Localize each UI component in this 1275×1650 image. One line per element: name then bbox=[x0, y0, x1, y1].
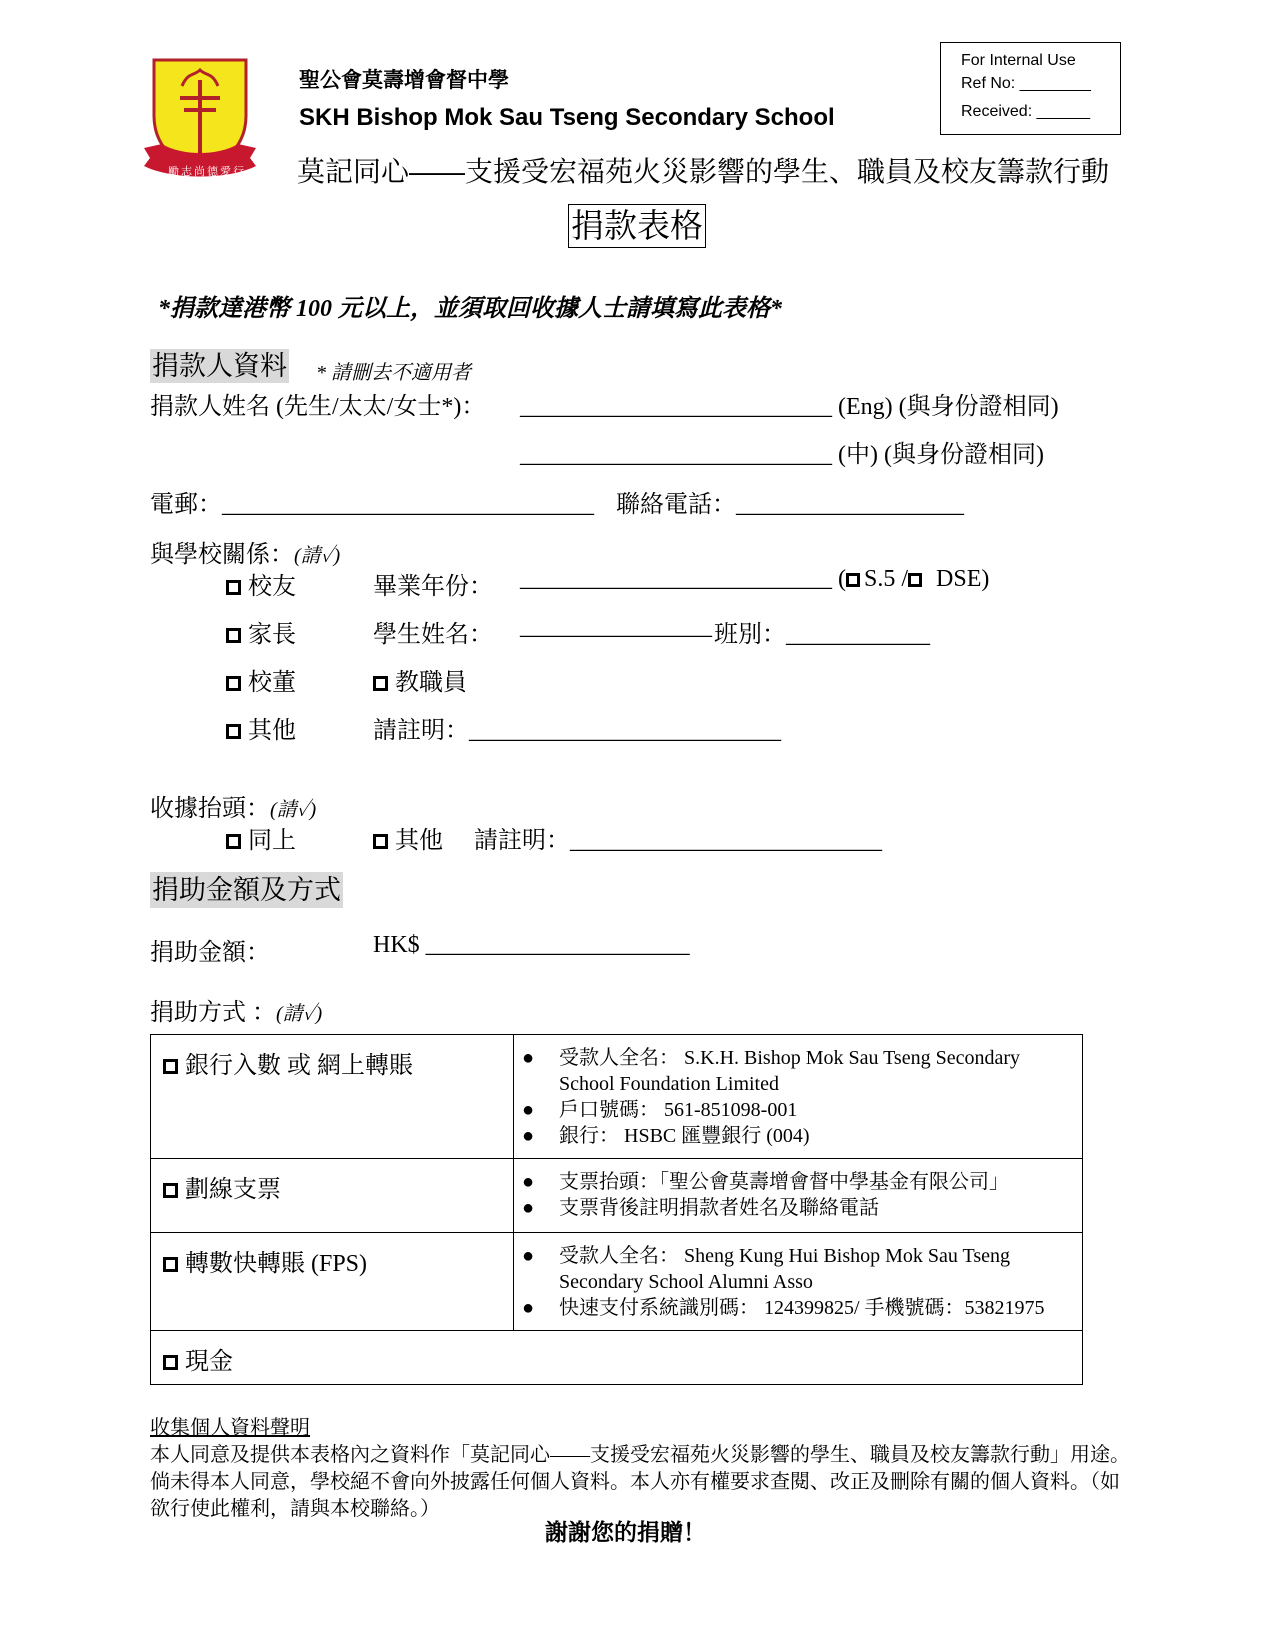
relation-tick-note: (請✓) bbox=[294, 545, 341, 567]
class-field[interactable]: 班別：____________ bbox=[714, 622, 930, 648]
staff-checkbox[interactable] bbox=[373, 676, 388, 691]
grad-year-field[interactable] bbox=[520, 566, 989, 593]
payment-method-row bbox=[151, 1233, 1083, 1331]
donor-name-eng-field[interactable]: __________________________ (Eng) (與身份證相同) bbox=[520, 394, 1059, 420]
declaration-title: 收集個人資料聲明 bbox=[150, 1417, 310, 1439]
alumni-label: 校友 bbox=[248, 574, 296, 600]
cheque-note-item: ● 支票背後註明捐款者姓名及聯絡電話 bbox=[522, 1197, 879, 1219]
parent-option[interactable] bbox=[226, 614, 296, 649]
receipt-same-label: 同上 bbox=[248, 828, 296, 854]
grad-year-label: 畢業年份： bbox=[373, 574, 493, 600]
receipt-specify-field[interactable]: 請註明：__________________________ bbox=[474, 828, 882, 854]
fps-details bbox=[514, 1233, 1083, 1331]
form-title: 捐款表格 bbox=[568, 204, 706, 248]
ref-no-field[interactable]: Ref No: ________ bbox=[961, 75, 1091, 92]
cash-label: 現金 bbox=[185, 1349, 233, 1375]
receipt-same-option[interactable] bbox=[226, 820, 296, 855]
bank-transfer-checkbox[interactable] bbox=[163, 1059, 178, 1074]
receipt-same-checkbox[interactable] bbox=[226, 834, 241, 849]
method-label-text: 捐助方式 ： bbox=[150, 1000, 276, 1026]
donor-section-heading: 捐款人資料 bbox=[152, 351, 287, 381]
other-relation-option[interactable] bbox=[226, 710, 296, 745]
cash-option[interactable] bbox=[151, 1331, 1083, 1385]
school-name-zh: 聖公會莫壽增會督中學 bbox=[299, 69, 509, 92]
bank-name-text: 銀行： HSBC 匯豐銀行 (004) bbox=[559, 1125, 810, 1147]
payment-method-row bbox=[151, 1035, 1083, 1159]
cheque-payee-text: 支票抬頭：「聖公會莫壽增會督中學基金有限公司」 bbox=[559, 1171, 1009, 1193]
student-name-label: 學生姓名： bbox=[373, 622, 493, 648]
bank-name-item: ● 銀行： HSBC 匯豐銀行 (004) bbox=[522, 1125, 810, 1147]
donor-name-chi-field[interactable]: __________________________ (中) (與身份證相同) bbox=[520, 442, 1044, 468]
school-crest bbox=[142, 56, 258, 180]
amount-label: 捐助金額： bbox=[150, 940, 270, 966]
dse-label: DSE) bbox=[936, 566, 990, 592]
cheque-checkbox[interactable] bbox=[163, 1183, 178, 1198]
s5-checkbox[interactable] bbox=[846, 573, 860, 587]
receipt-other-label: 其他 bbox=[395, 828, 443, 854]
method-tick-note: (請✓) bbox=[276, 1003, 323, 1025]
bank-transfer-option[interactable] bbox=[151, 1035, 514, 1159]
fps-payee-item: ● 受款人全名： Sheng Kung Hui Bishop Mok Sau Tseng Secondary School Alumni Asso bbox=[522, 1245, 1011, 1293]
school-name-en: SKH Bishop Mok Sau Tseng Secondary School bbox=[299, 104, 835, 131]
parent-label: 家長 bbox=[248, 622, 296, 648]
manager-label: 校董 bbox=[248, 670, 296, 696]
staff-option[interactable] bbox=[373, 662, 467, 697]
fps-checkbox[interactable] bbox=[163, 1257, 178, 1272]
cheque-label: 劃線支票 bbox=[185, 1177, 281, 1203]
payment-method-row bbox=[151, 1331, 1083, 1385]
bank-transfer-details bbox=[514, 1035, 1083, 1159]
notice-text: *捐款達港幣 100 元以上，並須取回收據人士請填寫此表格* bbox=[158, 296, 782, 322]
bank-payee-text: 受款人全名： S.K.H. Bishop Mok Sau Tseng Secondary School Foundation Limited bbox=[559, 1047, 1021, 1095]
bank-transfer-label: 銀行入數 或 網上轉賬 bbox=[185, 1053, 413, 1079]
privacy-declaration bbox=[150, 1415, 1130, 1523]
receipt-other-option[interactable] bbox=[373, 820, 443, 855]
crest-motto: 勵志尚德愛行 bbox=[168, 166, 246, 178]
fps-option[interactable] bbox=[151, 1233, 514, 1331]
fps-id-text: 快速支付系統識別碼： 124399825/ 手機號碼：53821975 bbox=[559, 1297, 1045, 1319]
bank-account-text: 戶口號碼： 561-851098-001 bbox=[559, 1099, 798, 1121]
payment-methods-table bbox=[150, 1034, 1083, 1385]
internal-use-title: For Internal Use bbox=[961, 52, 1076, 69]
receipt-label bbox=[150, 788, 316, 823]
campaign-title: 莫記同心——支援受宏福苑火災影響的學生、職員及校友籌款行動 bbox=[297, 156, 1110, 187]
delete-note: * 請刪去不適用者 bbox=[316, 362, 471, 384]
declaration-body: 本人同意及提供本表格內之資料作「莫記同心——支援受宏福苑火災影響的學生、職員及校友籌款行動」用途。倘未得本人同意，學校絕不會向外披露任何個人資料。本人亦有權要求查閱、改正及刪除有關的個人資料。（如欲行使此權利，請與本校聯絡。） bbox=[150, 1444, 1130, 1520]
cheque-note-text: 支票背後註明捐款者姓名及聯絡電話 bbox=[559, 1197, 879, 1219]
other-relation-checkbox[interactable] bbox=[226, 724, 241, 739]
donor-name-label: 捐款人姓名 (先生/太太/女士*)： bbox=[150, 394, 486, 420]
cheque-details bbox=[514, 1159, 1083, 1233]
cheque-option[interactable] bbox=[151, 1159, 514, 1233]
thanks-text: 謝謝您的捐贈！ bbox=[545, 1519, 706, 1545]
receipt-other-checkbox[interactable] bbox=[373, 834, 388, 849]
email-field[interactable]: 電郵：_______________________________ bbox=[150, 492, 594, 518]
student-name-field[interactable]: ________________ bbox=[520, 614, 712, 640]
relation-label bbox=[150, 534, 340, 569]
parent-checkbox[interactable] bbox=[226, 628, 241, 643]
payment-method-row bbox=[151, 1159, 1083, 1233]
amount-field[interactable]: HK$ ______________________ bbox=[373, 932, 690, 958]
receipt-tick-note: (請✓) bbox=[270, 799, 317, 821]
bank-payee-item: ● 受款人全名： S.K.H. Bishop Mok Sau Tseng Secondary School Foundation Limited bbox=[522, 1047, 1021, 1095]
alumni-checkbox[interactable] bbox=[226, 580, 241, 595]
fps-id-item: ● 快速支付系統識別碼： 124399825/ 手機號碼：53821975 bbox=[522, 1297, 1045, 1319]
relation-label-text: 與學校關係： bbox=[150, 542, 294, 568]
grad-year-line[interactable]: __________________________ ( bbox=[520, 566, 846, 592]
received-field[interactable]: Received: ______ bbox=[961, 103, 1090, 120]
dse-checkbox[interactable] bbox=[908, 573, 922, 587]
alumni-option[interactable] bbox=[226, 566, 296, 601]
method-label bbox=[150, 992, 322, 1027]
cash-checkbox[interactable] bbox=[163, 1355, 178, 1370]
other-relation-specify-field[interactable]: 請註明：__________________________ bbox=[373, 718, 781, 744]
fps-payee-text: 受款人全名： Sheng Kung Hui Bishop Mok Sau Tseng Secondary School Alumni Asso bbox=[559, 1245, 1011, 1293]
cheque-payee-item: ● 支票抬頭：「聖公會莫壽增會督中學基金有限公司」 bbox=[522, 1171, 1009, 1193]
manager-checkbox[interactable] bbox=[226, 676, 241, 691]
other-relation-label: 其他 bbox=[248, 718, 296, 744]
phone-field[interactable]: 聯絡電話：___________________ bbox=[616, 492, 964, 518]
bank-account-item: ● 戶口號碼： 561-851098-001 bbox=[522, 1099, 798, 1121]
internal-use-box bbox=[940, 42, 1121, 135]
donation-section-heading: 捐助金額及方式 bbox=[150, 872, 343, 908]
receipt-label-text: 收據抬頭： bbox=[150, 796, 270, 822]
s5-label: S.5 / bbox=[864, 566, 909, 592]
manager-option[interactable] bbox=[226, 662, 296, 697]
staff-label: 教職員 bbox=[395, 670, 467, 696]
fps-label: 轉數快轉賬 (FPS) bbox=[185, 1251, 368, 1277]
